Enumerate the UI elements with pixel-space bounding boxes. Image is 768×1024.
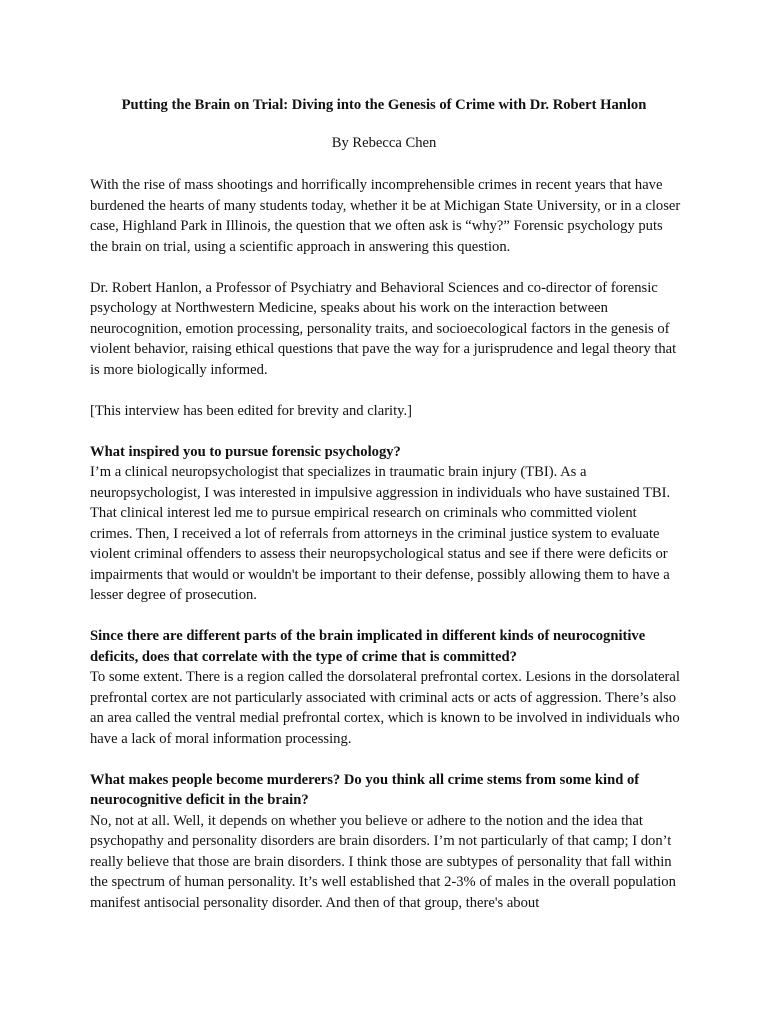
article-title: Putting the Brain on Trial: Diving into the Genesis of Crime with Dr. Robert Hanlon (121, 97, 647, 113)
interview-answer: I’m a clinical neuropsychologist that specializes in traumatic brain injury (TBI). As a neuropsychologist, I was interested in impulsive aggression in individuals who have sustained TBI. That clinical interest led me to pursue empirical research on criminals who committed violent crimes. Then, I received a lot of referrals from attorneys in the criminal justice system to evaluate violent criminal offenders to assess their neuropsychological status and see if there were deficits or impairments that would or wouldn't be important to their defense, possibly allowing them to have a lesser degree of prosecution. (90, 464, 671, 603)
intro-paragraph-1: With the rise of mass shootings and horrifically incomprehensible crimes in recent years that have burdened the hearts of many students today, whether it be at Michigan State University, or in a closer case, Highland Park in Illinois, the question that we often ask is “why?” Forensic psychology puts the brain on trial, using a scientific approach in answering this question. (90, 177, 681, 255)
interview-answer: No, not at all. Well, it depends on whether you believe or adhere to the notion and the idea that psychopathy and personality disorders are brain disorders. I’m not particularly of that camp; I don’t really believe that those are brain disorders. I think those are subtypes of personality that fall within the spectrum of human personality. It’s well established that 2-3% of males in the overall population manifest antisocial personality disorder. And then of that group, there's about (90, 812, 676, 911)
qa-block-3 (90, 770, 682, 914)
interview-question: Since there are different parts of the brain implicated in different kinds of neurocognitive deficits, does that correlate with the type of crime that is committed? (90, 628, 646, 665)
qa-block-1 (90, 442, 682, 606)
interview-question: What inspired you to pursue forensic psychology? (90, 443, 401, 460)
article-body (90, 175, 682, 934)
editor-note: [This interview has been edited for brevity and clarity.] (90, 402, 413, 419)
interview-question: What makes people become murderers? Do you think all crime stems from some kind of neurocognitive deficit in the brain? (90, 771, 640, 808)
interview-answer: To some extent. There is a region called the dorsolateral prefrontal cortex. Lesions in the dorsolateral prefrontal cortex are not particularly associated with criminal acts or acts of aggression. There’s also an area called the ventral medial prefrontal cortex, which is known to be involved in individuals who have a lack of moral information processing. (90, 669, 680, 747)
intro-paragraph-2: Dr. Robert Hanlon, a Professor of Psychiatry and Behavioral Sciences and co-director of forensic psychology at Northwestern Medicine, speaks about his work on the interaction between neurocognition, emotion processing, personality traits, and socioecological factors in the genesis of violent behavior, raising ethical questions that pave the way for a jurisprudence and legal theory that is more biologically informed. (90, 279, 677, 378)
article-byline: By Rebecca Chen (331, 135, 437, 151)
qa-block-2 (90, 626, 682, 749)
